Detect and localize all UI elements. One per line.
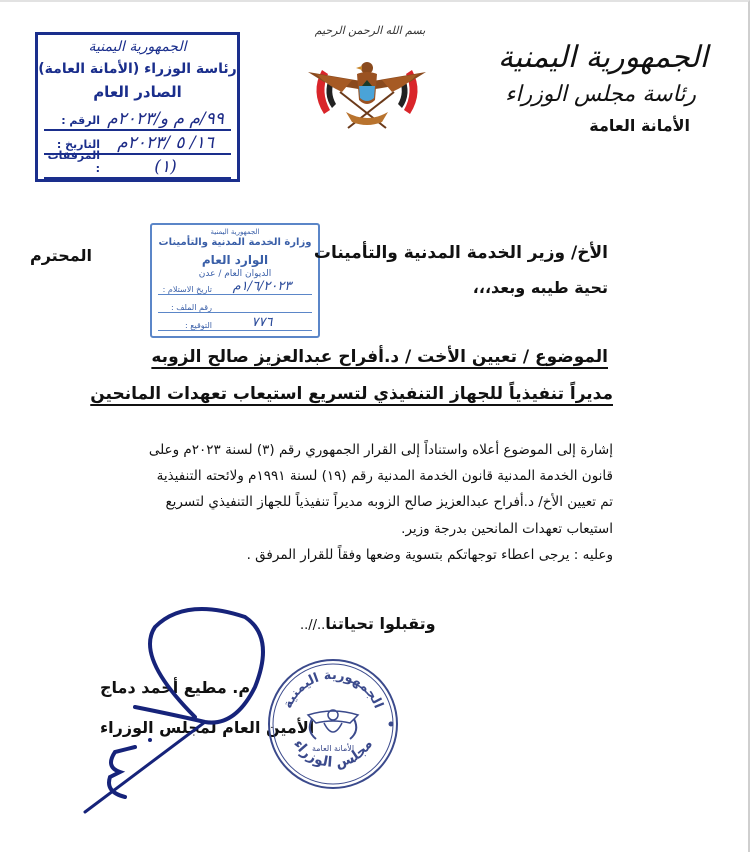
stamp-field-value: ٩٩/م م و/٢٠٢٣م [107,109,224,129]
stamp-field-label: الرقم : [61,114,100,127]
body-line: استيعاب تعهدات المانحين بدرجة وزير. [401,521,613,537]
stamp-republic: الجمهورية اليمنية [88,39,187,55]
stamp-field-file-number [158,298,312,313]
stamp-field-value: ٧٧٦ [251,315,273,330]
honorific: المحترم [30,246,92,265]
official-round-seal [266,657,400,791]
body-line: تم تعيين الأخ/ د.أفراح عبدالعزيز صالح الزوبه مديراً تنفيذياً للجهاز التنفيذي لتسريع [165,494,613,510]
closing-text: وتقبلوا تحياتنا [325,614,436,633]
addressee: الأخ/ وزير الخدمة المدنية والتأمينات [313,243,608,263]
stamp-field-label: تاريخ الاستلام : [162,285,212,294]
handwritten-signature [75,597,275,822]
seal-top-text-path: الجمهورية اليمنية [280,667,386,711]
signatory-name: م. مطيع أحمد دماج [100,678,251,697]
stamp-field-value: ١/٦/٢٠٢٣م [232,279,292,294]
stamp-field-attachments [44,149,231,179]
stamp-field-received-date [158,280,312,295]
seal-top-text [280,668,385,711]
body-line: قانون الخدمة المدنية قانون الخدمة المدنية رقم (١٩) لسنة ١٩٩١م ولائحته التنفيذية [156,468,613,484]
stamp-ministry: وزارة الخدمة المدنية والتأمينات [158,237,312,248]
incoming-registry-stamp [150,223,320,338]
seal-inner-text: الأمانة العامة [311,744,355,753]
closing [300,614,436,633]
signatory-title: الأمين العام لمجلس الوزراء [100,718,315,737]
outgoing-registry-stamp [35,32,240,182]
closing-marks: ..//.. [300,618,326,633]
letterhead-secretariat: الأمانة العامة [589,116,690,135]
letterhead-presidency: رئاسة مجلس الوزراء [505,82,696,107]
stamp-field-value: (١) [154,157,177,177]
stamp-field-label: رقم الملف : [170,303,212,312]
basmala: بسم الله الرحمن الرحيم [314,24,426,37]
seal-bottom-text [290,737,376,772]
stamp-title: الوارد العام [201,253,269,267]
stamp-presidency: رئاسة الوزراء (الأمانة العامة) [38,61,237,77]
stamp-title: الصادر العام [93,83,182,101]
body-line: وعليه : يرجى اعطاء توجهاتكم بتسوية وضعها وفقاً للقرار المرفق . [246,547,613,563]
yemen-eagle-emblem-icon [302,52,432,132]
stamp-field-label: المرفقات : [47,149,100,175]
stamp-field-signature [158,316,312,331]
letterhead-republic: الجمهورية اليمنية [497,40,708,75]
greeting: تحية طيبه وبعد،،، [472,278,608,297]
stamp-office: الديوان العام / عدن [198,269,272,279]
seal-bottom-text-path: مجلس الوزراء [290,736,376,772]
seal-eagle-icon [308,710,358,739]
stamp-field-number [44,109,231,131]
stamp-field-label: التاريخ : [56,138,100,151]
subject-line-1: الموضوع / تعيين الأخت / د.أفراح عبدالعزيز صالح الزوبه [151,347,608,367]
stamp-field-label: التوقيع : [185,321,212,330]
subject-line-2: مديراً تنفيذياً للجهاز التنفيذي لتسريع استيعاب تعهدات المانحين [90,384,613,404]
stamp-republic: الجمهورية اليمنية [210,228,260,236]
body-line: إشارة إلى الموضوع أعلاه واستناداً إلى القرار الجمهوري رقم (٣) لسنة ٢٠٢٣م وعلى [148,442,613,458]
stamp-field-value: ١٦/ ٥ /٢٠٢٣م [117,133,214,153]
